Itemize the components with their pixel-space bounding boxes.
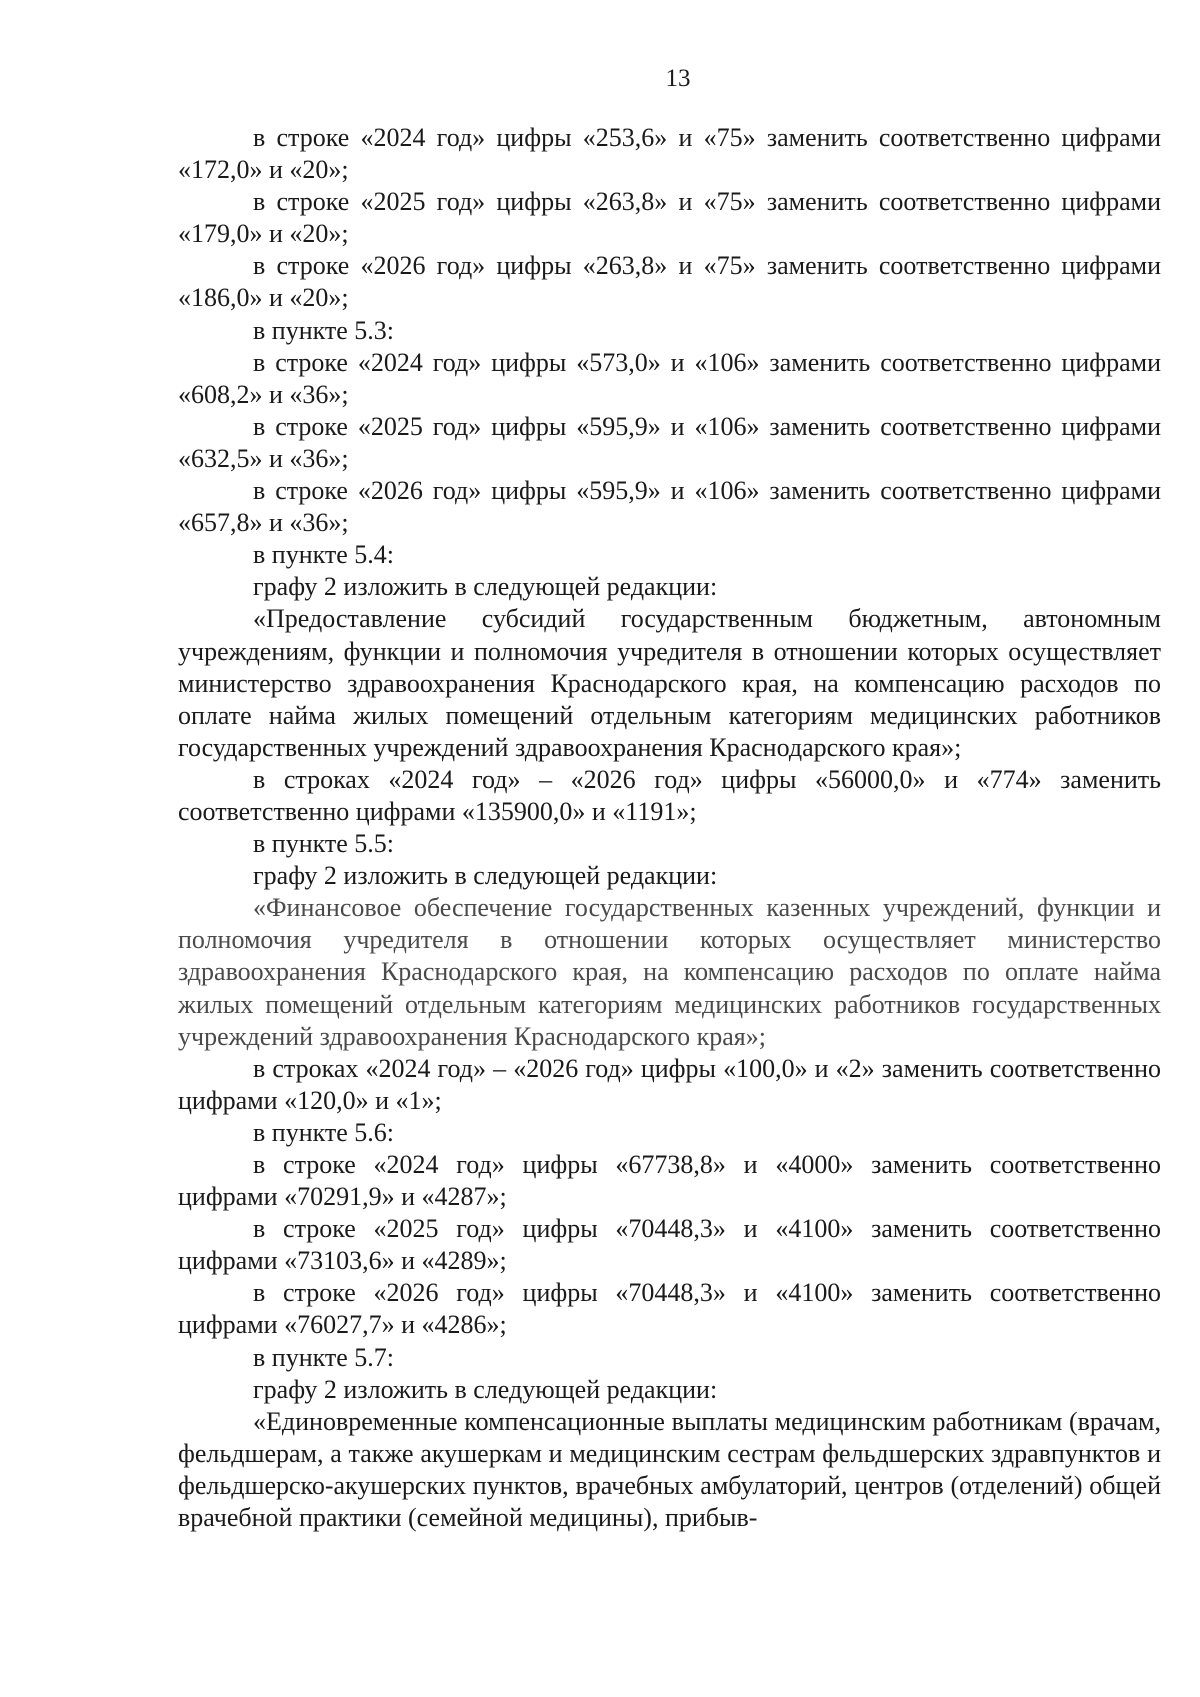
paragraph-column-2-edit-b: графу 2 изложить в следующей редакции: bbox=[253, 861, 718, 891]
paragraph-rows-2024-2026-b: в строках «2024 год» – «2026 год» цифры «100,0» и «2» заменить соответственно цифрами «120,0» и «1»; bbox=[178, 1053, 1161, 1115]
page-number: 13 bbox=[665, 65, 691, 92]
paragraph-rows-2024-2026-a: в строках «2024 год» – «2026 год» цифры «56000,0» и «774» заменить соответственно цифрами «135900,0» и «1191»; bbox=[178, 764, 1161, 826]
paragraph-item-5-7: в пункте 5.7: bbox=[253, 1342, 395, 1372]
paragraph-column-2-edit-a: графу 2 изложить в следующей редакции: bbox=[253, 572, 718, 602]
paragraph-2024-row-a: в строке «2024 год» цифры «253,6» и «75» заменить соответственно цифрами «172,0» и «20»; bbox=[178, 123, 1161, 185]
paragraph-quote-subsidies: «Предоставление субсидий государственным бюджетным, автономным учреждениям, функции и полномочия учредителя в отношении которых осуществляет министерство здравоохранения Краснодарского края, на компенсацию расходов по оплате найма жилых помещений отдельным категориям медицинских работников государственных учреждений здравоохранения Краснодарского края»; bbox=[178, 604, 1161, 762]
paragraph-2025-row-c: в строке «2025 год» цифры «70448,3» и «4100» заменить соответственно цифрами «73103,6» и «4289»; bbox=[178, 1214, 1161, 1276]
paragraph-2026-row-a: в строке «2026 год» цифры «263,8» и «75» заменить соответственно цифрами «186,0» и «20»; bbox=[178, 251, 1161, 313]
paragraph-2024-row-c: в строке «2024 год» цифры «67738,8» и «4000» заменить соответственно цифрами «70291,9» и «4287»; bbox=[178, 1150, 1161, 1212]
paragraph-item-5-4: в пункте 5.4: bbox=[253, 540, 395, 570]
document-body bbox=[178, 122, 1161, 1534]
paragraph-item-5-5: в пункте 5.5: bbox=[253, 829, 395, 859]
paragraph-2025-row-b: в строке «2025 год» цифры «595,9» и «106» заменить соответственно цифрами «632,5» и «36»; bbox=[178, 411, 1161, 473]
paragraph-2025-row-a: в строке «2025 год» цифры «263,8» и «75» заменить соответственно цифрами «179,0» и «20»; bbox=[178, 187, 1161, 249]
paragraph-item-5-6: в пункте 5.6: bbox=[253, 1117, 395, 1147]
paragraph-2026-row-b: в строке «2026 год» цифры «595,9» и «106» заменить соответственно цифрами «657,8» и «36»; bbox=[178, 476, 1161, 538]
paragraph-item-5-3: в пункте 5.3: bbox=[253, 315, 395, 345]
paragraph-2026-row-c: в строке «2026 год» цифры «70448,3» и «4100» заменить соответственно цифрами «76027,7» и «4286»; bbox=[178, 1278, 1161, 1340]
paragraph-quote-compensation: «Единовременные компенсационные выплаты медицинским работникам (врачам, фельдшерам, а также акушеркам и медицинским сестрам фельдшерских здравпунктов и фельдшерско-акушерских пунктов, врачебных амбулаторий, центров (отделений) общей врачебной практики (семейной медицины), прибыв- bbox=[178, 1406, 1161, 1533]
paragraph-column-2-edit-c: графу 2 изложить в следующей редакции: bbox=[253, 1374, 718, 1404]
paragraph-2024-row-b: в строке «2024 год» цифры «573,0» и «106» заменить соответственно цифрами «608,2» и «36»; bbox=[178, 347, 1161, 409]
paragraph-quote-financing: «Финансовое обеспечение государственных казенных учреждений, функции и полномочия учредителя в отношении которых осуществляет министерство здравоохранения Краснодарского края, на компенсацию расходов по оплате найма жилых помещений отдельным категориям медицинских работников государственных учреждений здравоохранения Краснодарского края»; bbox=[178, 893, 1161, 1051]
